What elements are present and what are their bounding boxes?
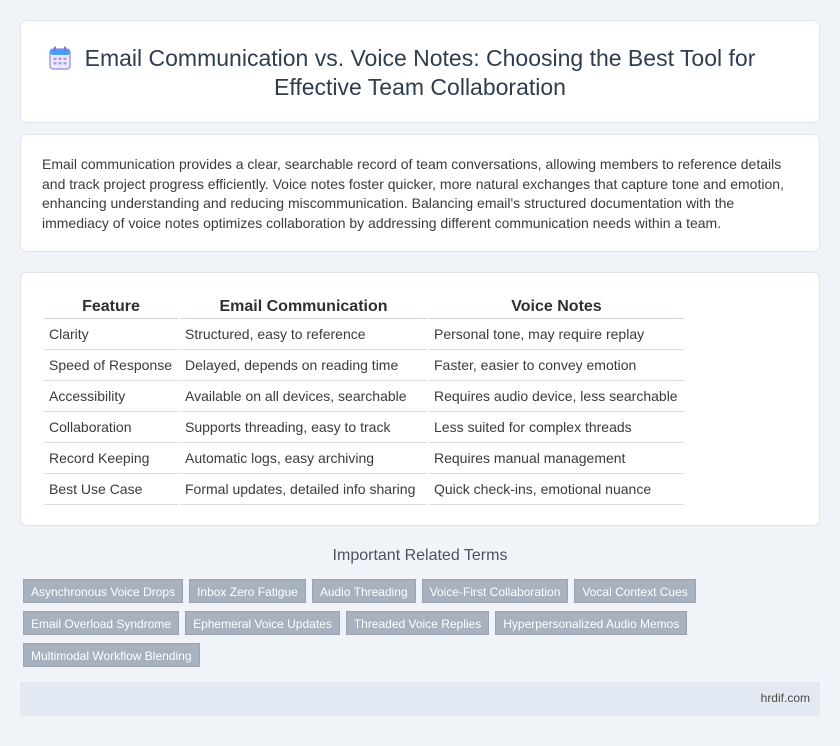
header-voice: Voice Notes [429,295,684,319]
table-row [44,412,684,443]
table-cell: Faster, easier to convey emotion [429,350,684,381]
table-cell: Record Keeping [44,443,178,474]
header-feature: Feature [44,295,178,319]
table-cell: Quick check-ins, emotional nuance [429,474,684,505]
term-tag[interactable]: Voice-First Collaboration [422,579,569,603]
term-tag[interactable]: Threaded Voice Replies [346,611,489,635]
summary-card [20,134,820,252]
term-tag[interactable]: Hyperpersonalized Audio Memos [495,611,687,635]
table-cell: Formal updates, detailed info sharing [180,474,427,505]
table-header-row [44,295,684,319]
term-tag[interactable]: Multimodal Workflow Blending [23,643,200,667]
table-cell: Automatic logs, easy archiving [180,443,427,474]
table-cell: Collaboration [44,412,178,443]
table-cell: Accessibility [44,381,178,412]
header-email: Email Communication [180,295,427,319]
comparison-card [20,272,820,526]
term-tag[interactable]: Email Overload Syndrome [23,611,179,635]
table-cell: Supports threading, easy to track [180,412,427,443]
page-title: Email Communication vs. Voice Notes: Choosing the Best Tool for Effective Team Collaboration [84,45,756,100]
footer-source-link[interactable]: hrdif.com [760,691,810,705]
term-tag[interactable]: Inbox Zero Fatigue [189,579,306,603]
related-terms-heading: Important Related Terms [332,547,508,564]
table-cell: Less suited for complex threads [429,412,684,443]
term-tag[interactable]: Asynchronous Voice Drops [23,579,183,603]
table-cell: Delayed, depends on reading time [180,350,427,381]
table-row [44,443,684,474]
term-tag[interactable]: Ephemeral Voice Updates [185,611,340,635]
title-card [20,20,820,123]
table-row [44,381,684,412]
table-cell: Requires audio device, less searchable [429,381,684,412]
term-tag[interactable]: Audio Threading [312,579,416,603]
table-cell: Speed of Response [44,350,178,381]
table-cell: Structured, easy to reference [180,319,427,350]
table-cell: Best Use Case [44,474,178,505]
table-row [44,350,684,381]
table-row [44,319,684,350]
table-cell: Requires manual management [429,443,684,474]
term-tag[interactable]: Vocal Context Cues [574,579,695,603]
table-cell: Clarity [44,319,178,350]
footer [20,682,820,716]
summary-text: Email communication provides a clear, searchable record of team conversations, allowing members to reference details and track project progress efficiently. Voice notes foster quicker, more natural exchanges that capture tone and emotion, enhancing understanding and reducing miscommunication. Balancing email's structured documentation with the immediacy of voice notes optimizes collaboration by addressing different communication needs within a team. [42,156,784,231]
table-cell: Personal tone, may require replay [429,319,684,350]
related-terms-list [23,579,703,667]
table-row [44,474,684,505]
table-cell: Available on all devices, searchable [180,381,427,412]
comparison-table [42,295,686,505]
